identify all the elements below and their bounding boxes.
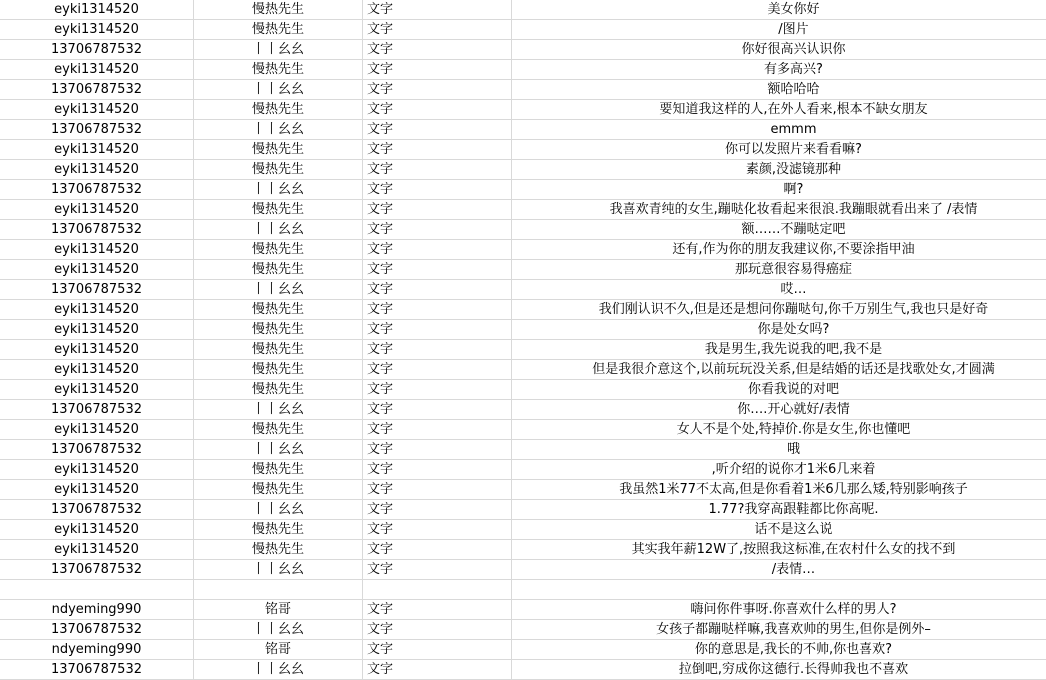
cell-message-type[interactable]: 文字 <box>363 400 512 420</box>
cell-message-type[interactable]: 文字 <box>363 60 512 80</box>
cell-account[interactable]: 13706787532 <box>0 560 194 580</box>
table-row[interactable] <box>0 420 1046 440</box>
cell-message-content[interactable]: 你….开心就好/表情 <box>512 400 1046 420</box>
cell-message-content[interactable]: 啊? <box>512 180 1046 200</box>
cell-account[interactable]: eyki1314520 <box>0 100 194 120</box>
cell-message-type[interactable] <box>363 580 512 600</box>
cell-message-content[interactable]: /表情… <box>512 560 1046 580</box>
cell-account[interactable]: 13706787532 <box>0 400 194 420</box>
cell-message-content[interactable]: 你的意思是,我长的不帅,你也喜欢? <box>512 640 1046 660</box>
cell-nickname[interactable]: 慢热先生 <box>194 420 363 440</box>
cell-message-type[interactable]: 文字 <box>363 460 512 480</box>
cell-message-content[interactable]: 拉倒吧,穷成你这德行.长得帅我也不喜欢 <box>512 660 1046 680</box>
table-row[interactable] <box>0 260 1046 280</box>
cell-account[interactable]: eyki1314520 <box>0 320 194 340</box>
table-row[interactable] <box>0 480 1046 500</box>
cell-nickname[interactable]: 慢热先生 <box>194 240 363 260</box>
cell-nickname[interactable]: 铭哥 <box>194 600 363 620</box>
cell-account[interactable]: 13706787532 <box>0 440 194 460</box>
cell-account[interactable]: eyki1314520 <box>0 460 194 480</box>
cell-message-content[interactable]: 素颜,没滤镜那种 <box>512 160 1046 180</box>
cell-nickname[interactable]: 丨丨幺幺 <box>194 80 363 100</box>
cell-account[interactable]: eyki1314520 <box>0 60 194 80</box>
cell-account[interactable]: eyki1314520 <box>0 240 194 260</box>
table-row[interactable] <box>0 220 1046 240</box>
cell-account[interactable]: 13706787532 <box>0 660 194 680</box>
table-row[interactable] <box>0 80 1046 100</box>
cell-message-content[interactable]: 我们刚认识不久,但是还是想问你蹦哒句,你千万别生气,我也只是好奇 <box>512 300 1046 320</box>
table-row[interactable] <box>0 120 1046 140</box>
table-row[interactable] <box>0 180 1046 200</box>
cell-message-content[interactable]: 你是处女吗? <box>512 320 1046 340</box>
table-row[interactable] <box>0 200 1046 220</box>
cell-message-type[interactable]: 文字 <box>363 560 512 580</box>
cell-message-content[interactable]: 还有,作为你的朋友我建议你,不要涂指甲油 <box>512 240 1046 260</box>
cell-nickname[interactable]: 丨丨幺幺 <box>194 660 363 680</box>
cell-account[interactable] <box>0 580 194 600</box>
cell-message-type[interactable]: 文字 <box>363 640 512 660</box>
cell-account[interactable]: 13706787532 <box>0 220 194 240</box>
cell-nickname[interactable]: 慢热先生 <box>194 520 363 540</box>
cell-message-type[interactable]: 文字 <box>363 440 512 460</box>
cell-nickname[interactable]: 丨丨幺幺 <box>194 440 363 460</box>
table-row[interactable] <box>0 0 1046 20</box>
cell-message-content[interactable]: 有多高兴? <box>512 60 1046 80</box>
table-row[interactable] <box>0 640 1046 660</box>
cell-nickname[interactable]: 慢热先生 <box>194 380 363 400</box>
cell-message-type[interactable]: 文字 <box>363 620 512 640</box>
cell-message-type[interactable]: 文字 <box>363 160 512 180</box>
cell-message-type[interactable]: 文字 <box>363 300 512 320</box>
cell-message-content[interactable]: 你好很高兴认识你 <box>512 40 1046 60</box>
table-row[interactable] <box>0 160 1046 180</box>
table-row[interactable] <box>0 40 1046 60</box>
cell-nickname[interactable]: 慢热先生 <box>194 0 363 20</box>
cell-account[interactable]: ndyeming990 <box>0 640 194 660</box>
cell-nickname[interactable]: 慢热先生 <box>194 200 363 220</box>
cell-message-type[interactable]: 文字 <box>363 480 512 500</box>
table-row[interactable] <box>0 500 1046 520</box>
cell-message-content[interactable]: 你可以发照片来看看嘛? <box>512 140 1046 160</box>
cell-message-content[interactable]: 额哈哈哈 <box>512 80 1046 100</box>
cell-account[interactable]: eyki1314520 <box>0 300 194 320</box>
cell-message-content[interactable]: 我是男生,我先说我的吧,我不是 <box>512 340 1046 360</box>
cell-account[interactable]: ndyeming990 <box>0 600 194 620</box>
cell-account[interactable]: eyki1314520 <box>0 0 194 20</box>
cell-message-content[interactable]: 美女你好 <box>512 0 1046 20</box>
table-row[interactable] <box>0 140 1046 160</box>
cell-message-type[interactable]: 文字 <box>363 220 512 240</box>
cell-message-content[interactable]: 那玩意很容易得癌症 <box>512 260 1046 280</box>
cell-nickname[interactable]: 慢热先生 <box>194 160 363 180</box>
table-row[interactable] <box>0 280 1046 300</box>
cell-account[interactable]: eyki1314520 <box>0 360 194 380</box>
cell-nickname[interactable]: 慢热先生 <box>194 320 363 340</box>
cell-nickname[interactable]: 慢热先生 <box>194 140 363 160</box>
cell-nickname[interactable]: 铭哥 <box>194 640 363 660</box>
cell-message-content[interactable]: 要知道我这样的人,在外人看来,根本不缺女朋友 <box>512 100 1046 120</box>
cell-message-type[interactable]: 文字 <box>363 380 512 400</box>
table-row[interactable] <box>0 300 1046 320</box>
cell-message-type[interactable]: 文字 <box>363 280 512 300</box>
cell-message-type[interactable]: 文字 <box>363 140 512 160</box>
cell-message-type[interactable]: 文字 <box>363 540 512 560</box>
cell-nickname[interactable]: 丨丨幺幺 <box>194 400 363 420</box>
cell-account[interactable]: 13706787532 <box>0 120 194 140</box>
cell-nickname[interactable]: 丨丨幺幺 <box>194 500 363 520</box>
table-row[interactable] <box>0 340 1046 360</box>
table-row[interactable] <box>0 380 1046 400</box>
cell-nickname[interactable]: 慢热先生 <box>194 460 363 480</box>
cell-nickname[interactable]: 慢热先生 <box>194 100 363 120</box>
cell-message-content[interactable]: 额……不蹦哒定吧 <box>512 220 1046 240</box>
cell-account[interactable]: eyki1314520 <box>0 20 194 40</box>
cell-account[interactable]: eyki1314520 <box>0 340 194 360</box>
cell-message-type[interactable]: 文字 <box>363 340 512 360</box>
cell-account[interactable]: eyki1314520 <box>0 260 194 280</box>
cell-nickname[interactable]: 慢热先生 <box>194 60 363 80</box>
cell-nickname[interactable]: 丨丨幺幺 <box>194 280 363 300</box>
cell-message-content[interactable]: 哎… <box>512 280 1046 300</box>
cell-nickname[interactable]: 丨丨幺幺 <box>194 620 363 640</box>
cell-account[interactable]: 13706787532 <box>0 280 194 300</box>
cell-account[interactable]: eyki1314520 <box>0 200 194 220</box>
cell-nickname[interactable]: 丨丨幺幺 <box>194 220 363 240</box>
cell-message-content[interactable]: 你看我说的对吧 <box>512 380 1046 400</box>
table-row[interactable] <box>0 560 1046 580</box>
cell-account[interactable]: 13706787532 <box>0 620 194 640</box>
cell-message-content[interactable]: 哦 <box>512 440 1046 460</box>
cell-message-type[interactable]: 文字 <box>363 520 512 540</box>
cell-nickname[interactable]: 慢热先生 <box>194 300 363 320</box>
cell-message-type[interactable]: 文字 <box>363 260 512 280</box>
cell-nickname[interactable]: 丨丨幺幺 <box>194 180 363 200</box>
table-row[interactable] <box>0 20 1046 40</box>
cell-nickname[interactable] <box>194 580 363 600</box>
cell-account[interactable]: 13706787532 <box>0 180 194 200</box>
cell-account[interactable]: eyki1314520 <box>0 520 194 540</box>
cell-message-content[interactable]: 1.77?我穿高跟鞋都比你高呢. <box>512 500 1046 520</box>
cell-message-content[interactable]: 其实我年薪12W了,按照我这标准,在农村什么女的找不到 <box>512 540 1046 560</box>
cell-account[interactable]: eyki1314520 <box>0 420 194 440</box>
cell-account[interactable]: eyki1314520 <box>0 480 194 500</box>
cell-message-type[interactable]: 文字 <box>363 200 512 220</box>
cell-message-type[interactable]: 文字 <box>363 660 512 680</box>
cell-message-content[interactable] <box>512 580 1046 600</box>
cell-account[interactable]: eyki1314520 <box>0 380 194 400</box>
cell-message-content[interactable]: 女孩子都蹦哒样嘛,我喜欢帅的男生,但你是例外– <box>512 620 1046 640</box>
cell-account[interactable]: eyki1314520 <box>0 540 194 560</box>
cell-nickname[interactable]: 丨丨幺幺 <box>194 560 363 580</box>
cell-nickname[interactable]: 慢热先生 <box>194 360 363 380</box>
cell-message-content[interactable]: 我虽然1米77不太高,但是你看着1米6几那么矮,特别影响孩子 <box>512 480 1046 500</box>
cell-nickname[interactable]: 慢热先生 <box>194 340 363 360</box>
cell-nickname[interactable]: 慢热先生 <box>194 480 363 500</box>
table-row[interactable] <box>0 320 1046 340</box>
cell-nickname[interactable]: 慢热先生 <box>194 260 363 280</box>
cell-account[interactable]: eyki1314520 <box>0 140 194 160</box>
cell-message-type[interactable]: 文字 <box>363 360 512 380</box>
cell-message-content[interactable]: 我喜欢青纯的女生,蹦哒化妆看起来很浪.我蹦眼就看出来了 /表情 <box>512 200 1046 220</box>
cell-account[interactable]: 13706787532 <box>0 40 194 60</box>
table-row[interactable] <box>0 100 1046 120</box>
table-row[interactable] <box>0 440 1046 460</box>
cell-message-content[interactable]: emmm <box>512 120 1046 140</box>
table-row[interactable] <box>0 400 1046 420</box>
cell-nickname[interactable]: 慢热先生 <box>194 20 363 40</box>
cell-nickname[interactable]: 丨丨幺幺 <box>194 40 363 60</box>
cell-message-type[interactable]: 文字 <box>363 80 512 100</box>
cell-message-type[interactable]: 文字 <box>363 320 512 340</box>
table-row[interactable] <box>0 60 1046 80</box>
cell-message-type[interactable]: 文字 <box>363 500 512 520</box>
table-row[interactable] <box>0 660 1046 680</box>
cell-message-content[interactable]: 话不是这么说 <box>512 520 1046 540</box>
table-row[interactable] <box>0 600 1046 620</box>
cell-message-content[interactable]: 但是我很介意这个,以前玩玩没关系,但是结婚的话还是找歌处女,才圆满 <box>512 360 1046 380</box>
cell-message-type[interactable]: 文字 <box>363 600 512 620</box>
table-row-spacer[interactable] <box>0 580 1046 600</box>
table-row[interactable] <box>0 620 1046 640</box>
cell-message-type[interactable]: 文字 <box>363 180 512 200</box>
cell-account[interactable]: 13706787532 <box>0 500 194 520</box>
table-row[interactable] <box>0 240 1046 260</box>
cell-message-type[interactable]: 文字 <box>363 100 512 120</box>
cell-nickname[interactable]: 慢热先生 <box>194 540 363 560</box>
cell-message-content[interactable]: ,听介绍的说你才1米6几来着 <box>512 460 1046 480</box>
cell-message-content[interactable]: /图片 <box>512 20 1046 40</box>
cell-message-type[interactable]: 文字 <box>363 40 512 60</box>
cell-message-content[interactable]: 嗨问你件事呀.你喜欢什么样的男人? <box>512 600 1046 620</box>
cell-message-type[interactable]: 文字 <box>363 0 512 20</box>
table-row[interactable] <box>0 460 1046 480</box>
cell-message-type[interactable]: 文字 <box>363 120 512 140</box>
table-row[interactable] <box>0 540 1046 560</box>
cell-message-type[interactable]: 文字 <box>363 240 512 260</box>
cell-account[interactable]: 13706787532 <box>0 80 194 100</box>
table-row[interactable] <box>0 520 1046 540</box>
cell-nickname[interactable]: 丨丨幺幺 <box>194 120 363 140</box>
cell-message-content[interactable]: 女人不是个处,特掉价.你是女生,你也懂吧 <box>512 420 1046 440</box>
cell-message-type[interactable]: 文字 <box>363 420 512 440</box>
cell-message-type[interactable]: 文字 <box>363 20 512 40</box>
cell-account[interactable]: eyki1314520 <box>0 160 194 180</box>
table-row[interactable] <box>0 360 1046 380</box>
